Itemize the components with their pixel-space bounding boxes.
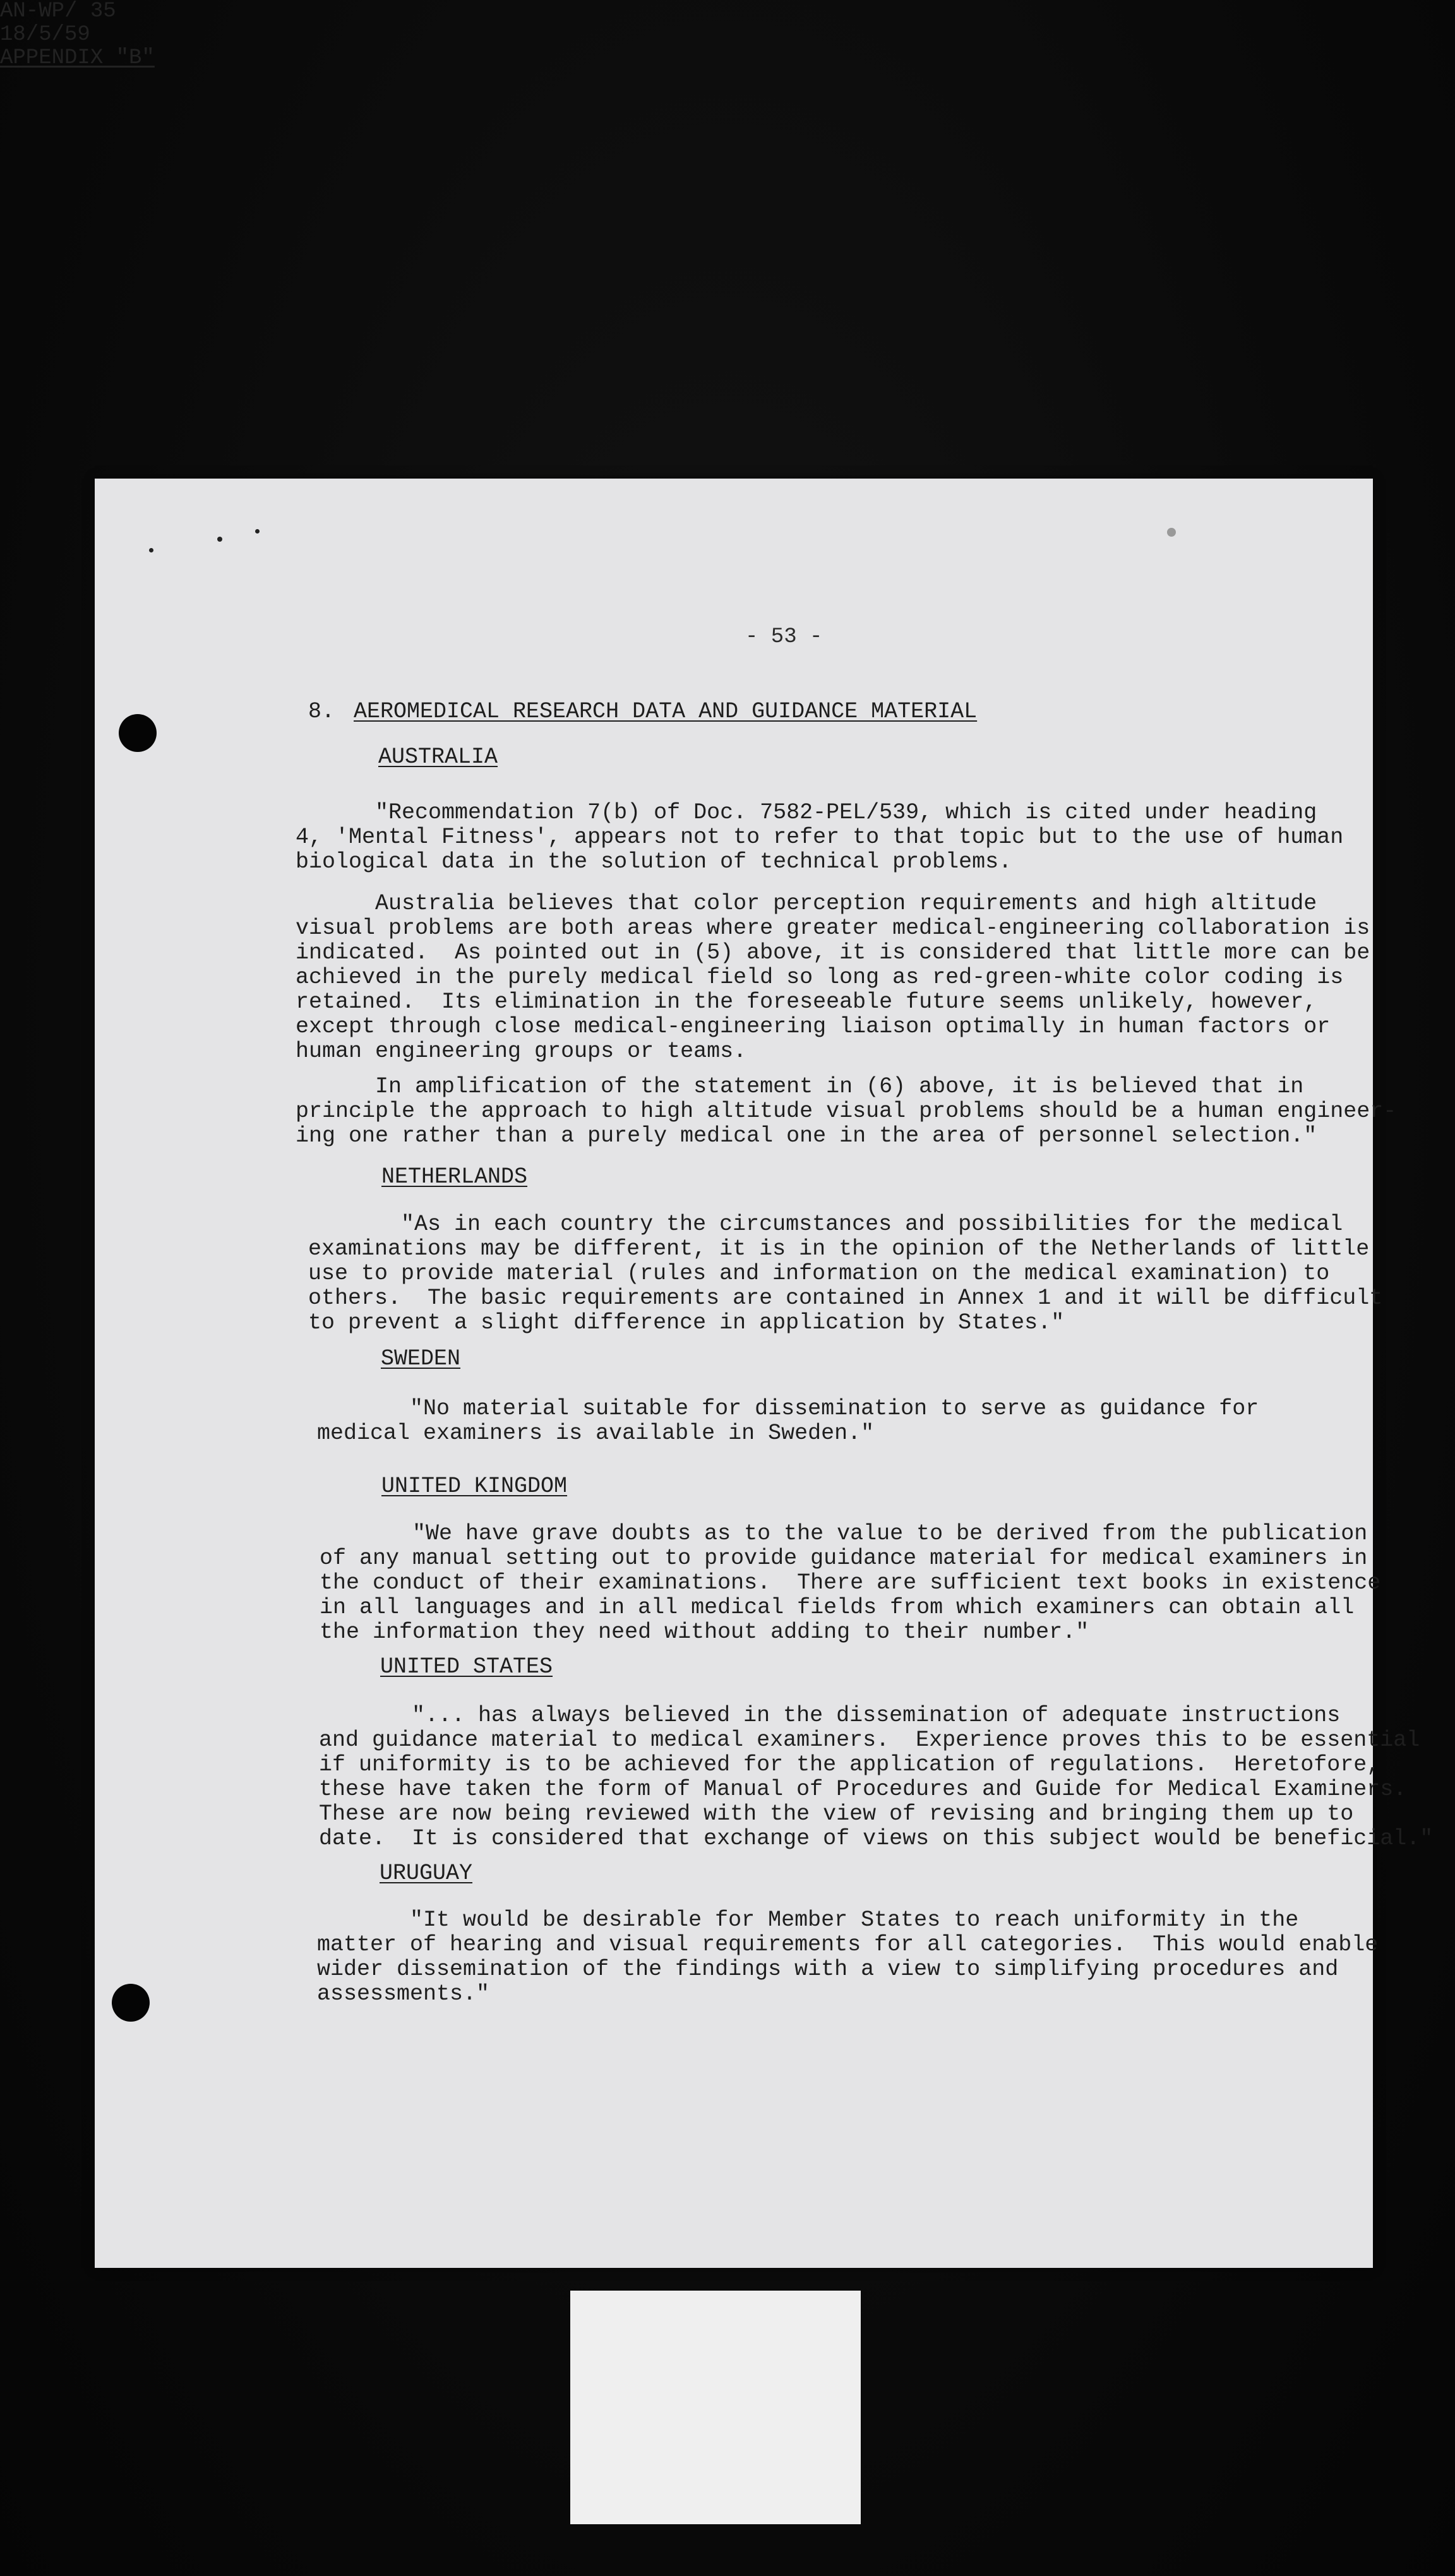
body-paragraph: "It would be desirable for Member States to reach uniformity in the matter of hearing and visual requirements for all categories. This would enable wider dissemination of the findings with a view to simplifying procedures and assessments." [317,1907,1379,2007]
body-paragraph: "No material suitable for dissemination to serve as guidance for medical examiners is available in Sweden." [317,1396,1259,1446]
body-paragraph: "As in each country the circumstances and possibilities for the medical examinations may be different, it is in the opinion of the Netherlands of little use to provide material (rules and information on the medical examination) to others. The basic requirements are contained in Annex 1 and it will be difficult to prevent a slight difference in application by States." [308,1212,1383,1335]
reference-doc-number: AN-WP/ 35 [0,0,116,23]
country-heading: SWEDEN [381,1346,461,1371]
section-title: AEROMEDICAL RESEARCH DATA AND GUIDANCE MATERIAL [354,699,978,724]
dust-speck [255,529,260,534]
country-heading: UNITED KINGDOM [381,1474,568,1499]
section-number: 8. [308,699,335,724]
film-frame-tab [570,2291,861,2524]
country-heading: NETHERLANDS [381,1164,528,1190]
dust-speck [1167,528,1176,537]
reference-appendix: APPENDIX "B" [0,46,155,70]
body-paragraph: "... has always believed in the dissemination of adequate instructions and guidance material to medical examiners. Experience proves this to be essential if uniformity is to be achieved for the application of regulations. Heretofore, these have taken the form of Manual of Procedures and Guide for Medical Examiners. These are now being reviewed with the view of revising and bringing them up to date. It is considered that exchange of views on this subject would be beneficial." [319,1703,1434,1851]
country-heading: URUGUAY [380,1861,473,1886]
document-reference [0,0,1455,70]
punch-hole-bottom [112,1984,150,2022]
reference-date: 18/5/59 [0,23,90,47]
body-paragraph: "Recommendation 7(b) of Doc. 7582-PEL/539, which is cited under heading 4, 'Mental Fitness', appears not to refer to that topic but to the use of human biological data in the solution of technical problems. [296,800,1344,874]
body-paragraph: In amplification of the statement in (6) above, it is believed that in principle the approach to high altitude visual problems should be a human engineer- ing one rather than a purely medical one in the area of personnel selection." [296,1074,1397,1148]
body-paragraph: Australia believes that color perception requirements and high altitude visual problems are both areas where greater medical-engineering collaboration is indicated. As pointed out in (5) above, it is considered that little more can be achieved in the purely medical field so long as red-green-white color coding is retained. Its elimination in the foreseeable future seems unlikely, however, except through close medical-engineering liaison optimally in human factors or human engineering groups or teams. [296,891,1370,1064]
dust-speck [217,537,222,542]
body-paragraph: "We have grave doubts as to the value to be derived from the publication of any manual setting out to provide guidance material for medical examiners in the conduct of their examinations. There are sufficient text books in existence in all languages and in all medical fields from which examiners can obtain all the information they need without adding to their number." [320,1521,1381,1645]
page-number: - 53 - [745,625,823,649]
country-heading: AUSTRALIA [378,744,498,770]
punch-hole-top [119,714,157,752]
dust-speck [149,548,153,552]
country-heading: UNITED STATES [380,1654,553,1679]
